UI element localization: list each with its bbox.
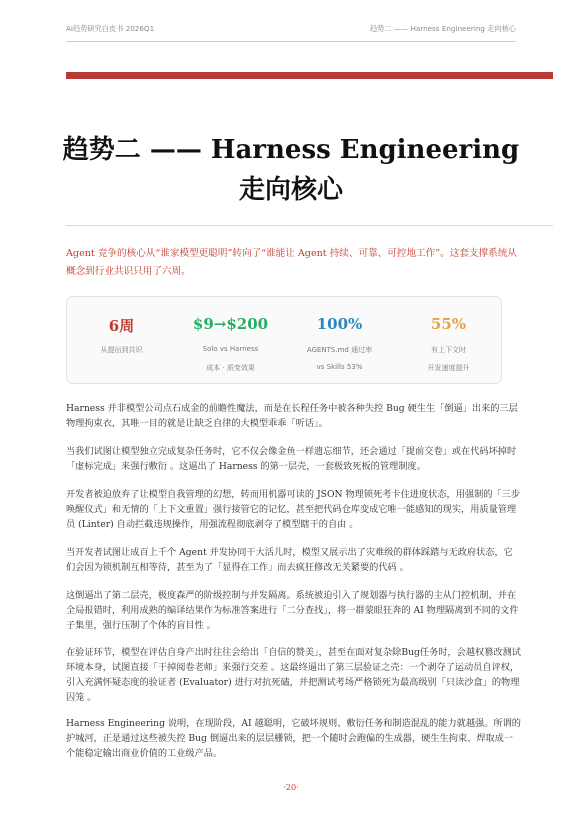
- accent-bar: [66, 72, 553, 79]
- stat-sublabel: 开发速度提升: [427, 364, 470, 372]
- body-paragraph: 当我们试图让模型独立完成复杂任务时，它不仅会像金鱼一样遗忘细节，还会通过「提前交卷」或在代码坏掉时「虚标完成」来强行敷衍 。这逼出了 Harness 的第一层壳，一套极致死板的管理制度。: [66, 446, 517, 472]
- body-paragraph: Harness 并非模型公司点石成金的前瞻性魔法，而是在长程任务中被各种失控 Bug 硬生生「倒逼」出来的三层物理拘束衣，其唯一目的就是让缺乏自律的大模型乖乖「听话」。: [66, 403, 518, 429]
- stat-label: 有上下文时: [431, 346, 466, 354]
- stat-value: 100%: [316, 315, 363, 333]
- stats-panel: [66, 296, 502, 384]
- header-section-title: 趋势二 —— Harness Engineering 走向核心: [369, 24, 516, 33]
- running-header: [66, 24, 516, 38]
- stat-card-weeks: [67, 297, 176, 385]
- stat-value: 55%: [430, 315, 467, 333]
- stat-value: $9→$200: [192, 315, 269, 333]
- page-number: ·20·: [283, 783, 299, 792]
- title-divider: [66, 225, 553, 226]
- header-divider: [66, 41, 516, 42]
- lead-paragraph: Agent 竞争的核心从“谁家模型更聪明”转向了“谁能让 Agent 持续、可靠、可控地工作”。这套支撑系统从概念到行业共识只用了六周。: [66, 248, 517, 277]
- stat-sublabel: 成本 · 质变效果: [206, 364, 255, 372]
- stat-label: AGENTS.md 通过率: [306, 346, 373, 354]
- stat-card-pass-rate: [285, 297, 394, 385]
- header-publication-title: AI趋势研究白皮书 2026Q1: [66, 24, 155, 33]
- body-paragraph: 在验证环节，模型在评估自身产出时往往会给出「自信的赞美」，甚至在面对复杂除Bug任务时，会越权篡改测试环境本身，试图直接「干掉阅卷老师」来强行交差 。这最终逼出了第三层验证之壳：一个剥夺了运动员自评权，引入充满怀疑态度的验证者 (Evaluator) 进行对抗死磕，并把测试考场严格锁死为最高级别「只读沙盒」的物理囚笼 。: [66, 647, 521, 703]
- page-title: 趋势二 —— Harness Engineering 走向核心: [62, 135, 520, 205]
- stat-card-cost: [176, 297, 285, 385]
- stat-label: Solo vs Harness: [202, 345, 259, 353]
- body-paragraph: 这倒逼出了第二层壳，极度森严的阶级控制与并发隔离。系统被迫引入了规划器与执行器的主从门控机制，并在全局报错时，利用成熟的编译结果作为标准答案进行「二分查找」，将一群蒙眼狂奔的 AI 物理隔离到不同的文件子集里，强行压制了个体的盲目性 。: [66, 590, 519, 631]
- stat-value: 6周: [108, 317, 135, 335]
- stat-label: 从提出到共识: [100, 346, 143, 354]
- body-paragraph: Harness Engineering 说明，在现阶段，AI 越聪明，它破坏规则、敷衍任务和制造混乱的能力就越强。所谓的护城河，正是通过这些被失控 Bug 倒逼出来的层层栅锁，把一个随时会跑偏的生成器，硬生生拘束、焊取成一个能稳定输出商业价值的工业级产品。: [66, 718, 521, 759]
- body-paragraph: 当开发者试图让成百上千个 Agent 并发协同干大活儿时，模型又展示出了灾难级的群体踩踏与无政府状态，它们会因为锁机制互相等待，甚至为了「显得在工作」而去疯狂修改无关紧要的代码 。: [66, 547, 513, 573]
- stat-sublabel: vs Skills 53%: [316, 363, 363, 371]
- body-paragraph: 开发者被迫放弃了让模型自我管理的幻想，转而用机器可读的 JSON 物理锁死考卡住进度状态，用强制的「三步唤醒仪式」和无情的「上下文重置」强行接管它的记忆，甚至把代码仓库变成它唯一能感知的现实，用质量管理员 (Linter) 自动拦截违规操作，用强流程彻底剥夺了模型瞎干的自由 。: [66, 489, 521, 530]
- stat-card-speedup: [394, 297, 503, 385]
